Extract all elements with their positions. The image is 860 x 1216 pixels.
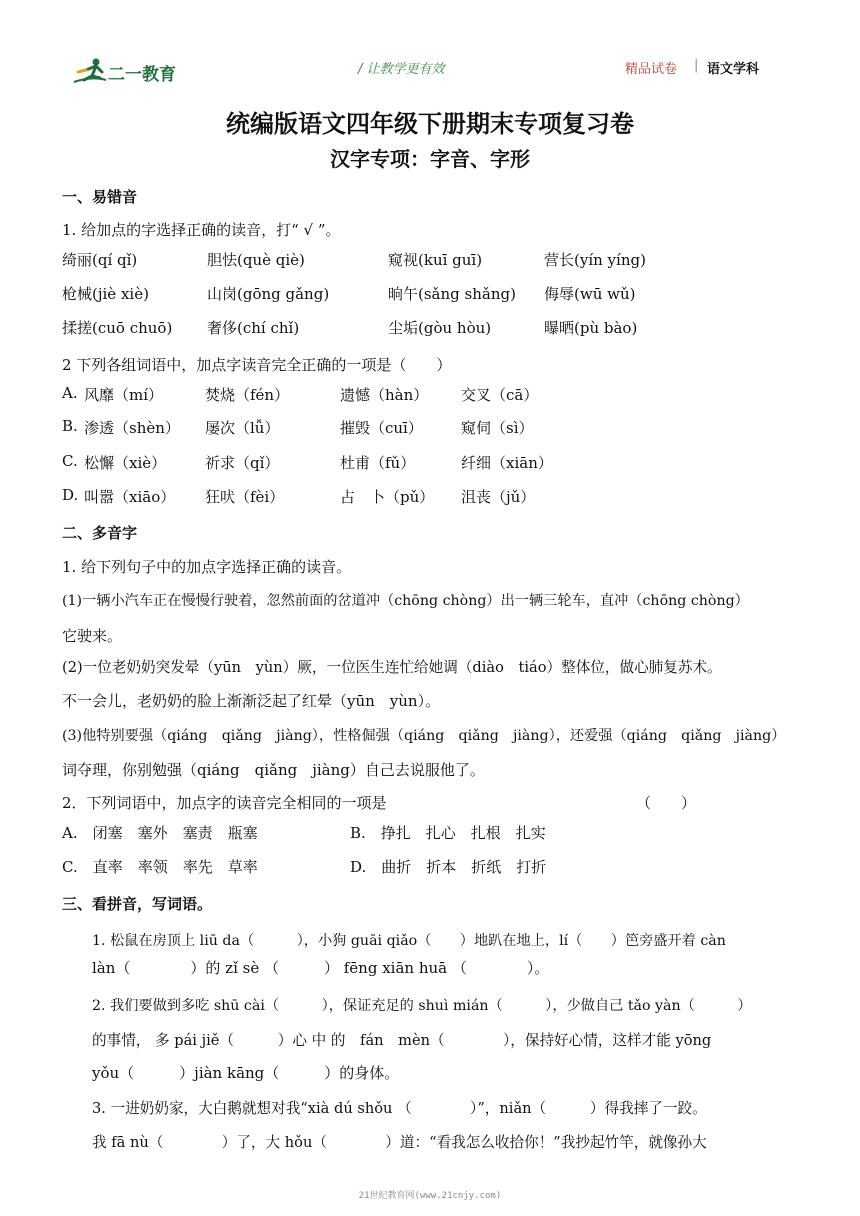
pinyin-choice-item: 胆怯(què qiè) (207, 251, 305, 269)
s2-option-b: B. 挣扎 扎心 扎根 扎实 (350, 824, 546, 842)
s3-line-5: yǒu（ ）jiàn kāng（ ）的身体。 (92, 1064, 400, 1082)
pinyin-choice-item: 绮丽(qí qǐ) (62, 251, 138, 269)
option-label: B. (62, 417, 78, 435)
section-3-heading: 三、看拼音，写词语。 (62, 895, 213, 913)
s1-question-2: 2 下列各组词语中，加点字读音完全正确的一项是（ ） (62, 356, 452, 374)
header-subject: 语文学科 (707, 62, 760, 77)
pinyin-choice-item: 枪械(jiè xiè) (62, 285, 149, 303)
pinyin-choice-item: 曝晒(pù bào) (544, 319, 638, 337)
section-1-heading: 一、易错音 (62, 188, 138, 206)
page-footer: 21世纪教育网(www.21cnjy.com) (358, 1191, 502, 1201)
s2-sentence-1b: 它驶来。 (62, 627, 123, 645)
s2-option-a: A. 闭塞 塞外 塞责 瓶塞 (62, 824, 258, 842)
pinyin-choice-item: 窥视(kuī guī) (388, 251, 483, 269)
option-item: 交叉（cā） (461, 386, 539, 404)
header-separator: | (694, 58, 699, 73)
s3-line-6: 3. 一进奶奶家，大白鹅就想对我“xià dú shǒu （ ）”，niǎn（ ）得我摔了一跤。 (92, 1100, 707, 1117)
option-item: 遗憾（hàn） (340, 386, 429, 404)
s2-sentence-3b: 词夺理，你别勉强（qiáng qiǎng jiàng）自己去说服他了。 (62, 761, 485, 779)
page-subtitle: 汉字专项：字音、字形 (330, 147, 530, 171)
pinyin-choice-item: 尘垢(gòu hòu) (388, 319, 492, 337)
page-title: 统编版语文四年级下册期末专项复习卷 (226, 109, 634, 138)
s2-option-c: C. 直率 率领 率先 草率 (62, 858, 258, 876)
option-item: 屡次（lǚ） (205, 419, 280, 437)
s2-question-2: 2．下列词语中，加点字的读音完全相同的一项是 (62, 794, 387, 812)
header-tag: 精品试卷 (625, 62, 678, 77)
pinyin-choice-item: 营长(yín yíng) (544, 251, 646, 269)
option-item: 杜甫（fǔ） (340, 454, 416, 472)
s1-question-1: 1. 给加点的字选择正确的读音，打“ √ ”。 (62, 221, 341, 239)
logo-text: 二一教育 (108, 65, 176, 85)
option-item: 叫嚣（xiāo） (84, 488, 176, 506)
header-slogan: / 让教学更有效 (358, 62, 445, 77)
option-label: C. (62, 452, 78, 470)
option-label: D. (62, 486, 79, 504)
s2-question-2-paren: （ ） (636, 794, 697, 812)
section-2-heading: 二、多音字 (62, 524, 138, 542)
option-item: 占 卜（pǔ） (340, 488, 435, 506)
option-item: 渗透（shèn） (84, 419, 180, 437)
option-item: 松懈（xiè） (84, 454, 167, 472)
s2-option-d: D. 曲折 折本 折纸 打折 (350, 858, 547, 876)
s2-sentence-2a: (2)一位老奶奶突发晕（yūn yùn）厥，一位医生连忙给她调（diào tiáo）整体位，做心肺复苏术。 (62, 659, 722, 676)
pinyin-choice-item: 奢侈(chí chǐ) (207, 319, 300, 337)
s3-line-4: 的事情， 多 pái jiě（ ）心 中 的 fán mèn（ ），保持好心情，这样才能 yōng (92, 1032, 712, 1049)
option-label: A. (62, 384, 78, 402)
pinyin-choice-item: 侮辱(wū wǔ) (544, 285, 636, 303)
pinyin-choice-item: 晌午(sǎng shǎng) (388, 285, 516, 303)
s3-line-7: 我 fā nù（ ）了，大 hǒu（ ）道：“看我怎么收拾你！”我抄起竹竿，就像孙大 (92, 1134, 707, 1151)
option-item: 摧毁（cuī） (340, 419, 423, 437)
s3-line-3: 2. 我们要做到多吃 shū cài（ ），保证充足的 shuì mián（ ），少做自己 tǎo yàn（ ） (92, 998, 752, 1014)
pinyin-choice-item: 揉搓(cuō chuō) (62, 319, 173, 337)
option-item: 纤细（xiān） (461, 454, 553, 472)
option-item: 焚烧（fén） (205, 386, 290, 404)
option-item: 狂吠（fèi） (205, 488, 285, 506)
option-item: 风靡（mí） (84, 386, 164, 404)
option-item: 祈求（qǐ） (205, 454, 280, 472)
s3-line-1: 1. 松鼠在房顶上 liū da（ ），小狗 guāi qiǎo（ ）地趴在地上，lí（ ）笆旁盛开着 càn (92, 933, 726, 949)
pinyin-choice-item: 山岗(gōng gǎng) (207, 285, 330, 303)
s3-line-2: làn（ ）的 zǐ sè （ ） fēng xiān huā （ ）。 (92, 959, 550, 977)
s2-sentence-1a: (1)一辆小汽车正在慢慢行驶着，忽然前面的岔道冲（chōng chòng）出一辆三轮车，直冲（chōng chòng） (62, 593, 749, 609)
s2-question-1: 1. 给下列句子中的加点字选择正确的读音。 (62, 558, 352, 576)
s2-sentence-3a: (3)他特别要强（qiáng qiǎng jiàng），性格倔强（qiáng qiǎng jiàng），还爱强（qiáng qiǎng jiàng） (62, 728, 786, 744)
s2-sentence-2b: 不一会儿，老奶奶的脸上渐渐泛起了红晕（yūn yùn）。 (62, 692, 441, 710)
option-item: 窥伺（sì） (461, 419, 534, 437)
option-item: 沮丧（jǔ） (461, 488, 536, 506)
